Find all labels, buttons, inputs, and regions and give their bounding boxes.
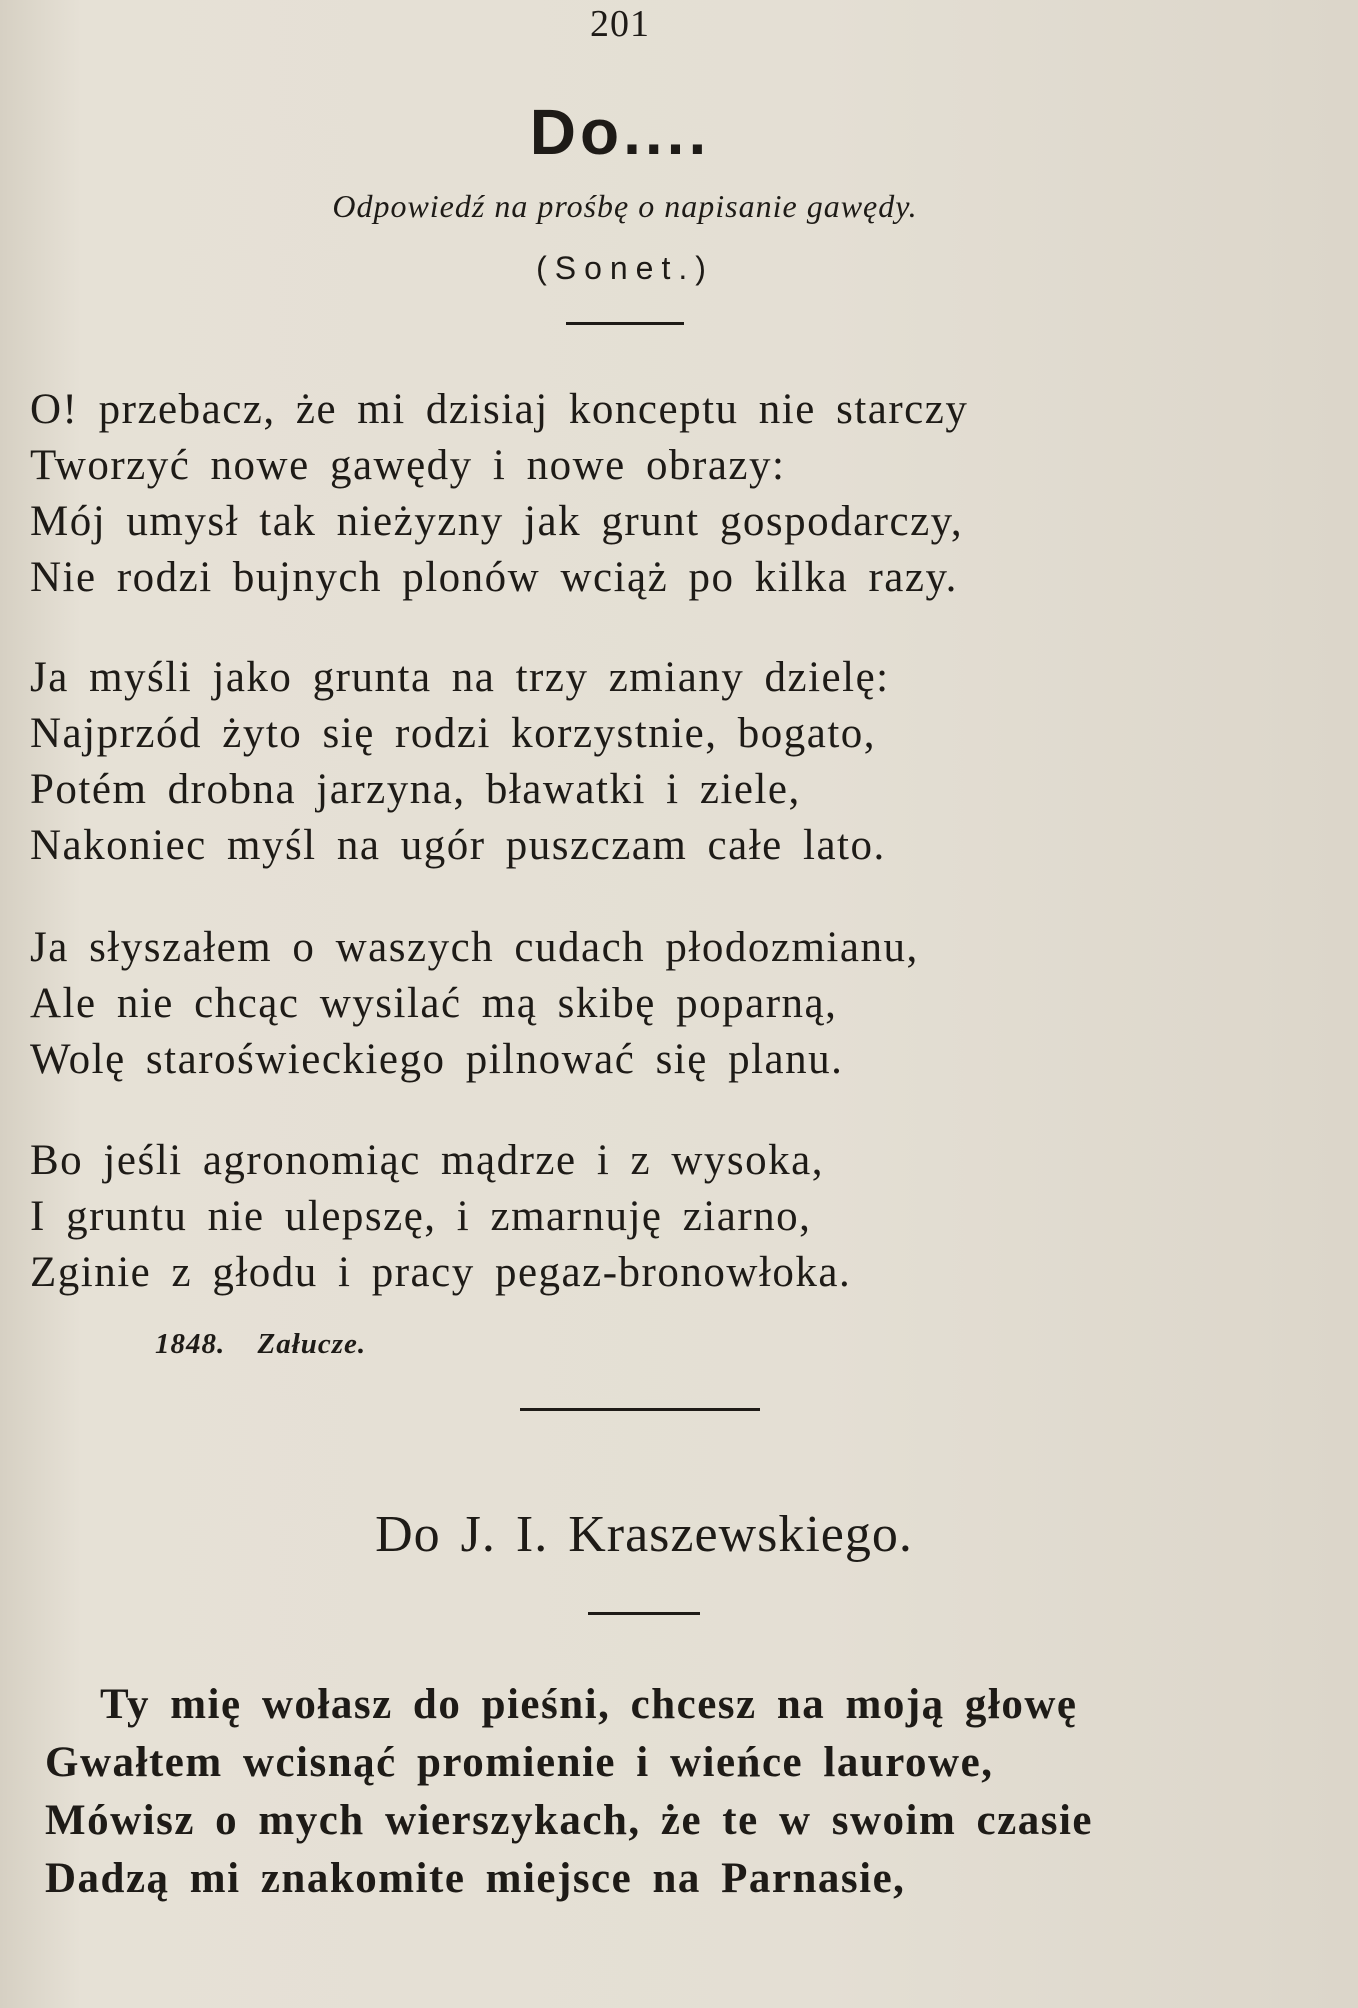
poem-subtitle: Odpowiedź na prośbę o napisanie gawędy. xyxy=(332,188,918,224)
poem-line: Mówisz o mych wierszykach, że te w swoim czasie xyxy=(45,1797,1093,1844)
poem-line: Wolę staroświeckiego pilnować się planu. xyxy=(30,1036,844,1083)
poem-line: Nakoniec myśl na ugór puszczam całe lato. xyxy=(30,822,886,869)
poem-line: Tworzyć nowe gawędy i nowe obrazy: xyxy=(30,442,786,489)
poem-line: Ty mię wołasz do pieśni, chcesz na moją głowę xyxy=(100,1681,1078,1728)
poem-line: Ale nie chcąc wysilać mą skibę poparną, xyxy=(30,980,838,1027)
poem-line: Nie rodzi bujnych plonów wciąż po kilka razy. xyxy=(30,554,958,601)
stanza-4 xyxy=(30,1133,851,1301)
poem-line: Najprzód żyto się rodzi korzystnie, bogato, xyxy=(30,710,877,757)
poem-line: O! przebacz, że mi dzisiaj konceptu nie starczy xyxy=(30,386,969,433)
stanza-3 xyxy=(30,920,919,1088)
page-number: 201 xyxy=(590,3,650,45)
poem-title: Do.... xyxy=(529,96,711,168)
poem-line: Dadzą mi znakomite miejsce na Parnasie, xyxy=(45,1855,906,1902)
poem2-title: Do J. I. Kraszewskiego. xyxy=(375,1506,913,1563)
poem-line: I gruntu nie ulepszę, i zmarnuję ziarno, xyxy=(30,1193,812,1240)
section-divider xyxy=(520,1408,760,1411)
stanza-2 xyxy=(30,650,890,874)
poem2-stanza xyxy=(45,1676,1093,1908)
poem-signature: 1848. Załucze. xyxy=(155,1328,367,1360)
title-divider xyxy=(566,322,684,325)
poem-line: Ja myśli jako grunta na trzy zmiany dzielę: xyxy=(30,654,890,701)
poem-line: Gwałtem wcisnąć promienie i wieńce laurowe, xyxy=(45,1739,994,1786)
poem-line: Ja słyszałem o waszych cudach płodozmianu, xyxy=(30,924,919,971)
stanza-1 xyxy=(30,382,968,606)
poem-form-label: (Sonet.) xyxy=(536,250,714,286)
poem-line: Mój umysł tak nieżyzny jak grunt gospodarczy, xyxy=(30,498,964,545)
poem-line: Zginie z głodu i pracy pegaz-bronowłoka. xyxy=(30,1249,852,1296)
poem-line: Potém drobna jarzyna, bławatki i ziele, xyxy=(30,766,801,813)
poem2-title-divider xyxy=(588,1612,700,1615)
poem-line: Bo jeśli agronomiąc mądrze i z wysoka, xyxy=(30,1137,824,1184)
